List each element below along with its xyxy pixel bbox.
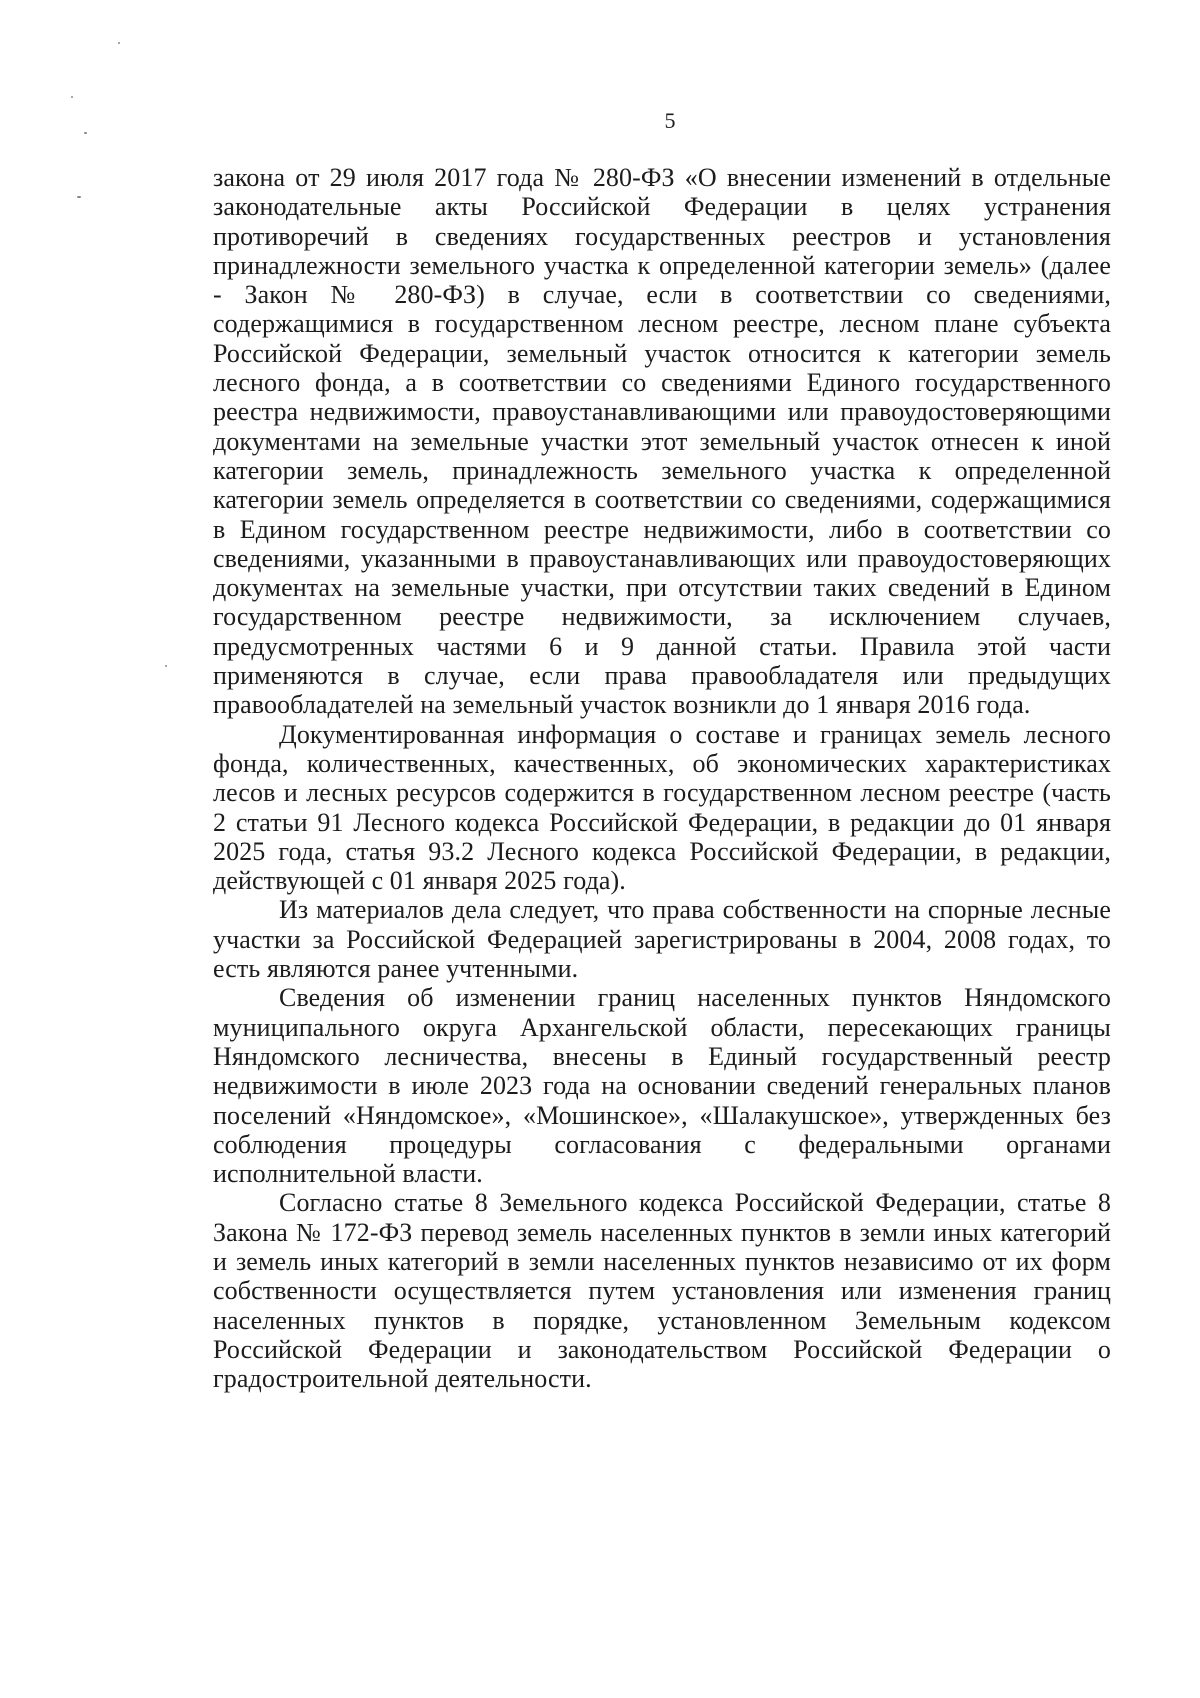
scan-speck (118, 42, 120, 44)
page-number: 5 (664, 108, 676, 133)
paragraph-settlement-boundaries: Сведения об изменении границ населенных пунктов Няндомского муниципального округа Архангельской области, пересекающих границы Няндомского лесничества, внесены в Единый государственный реестр недвижимости в июле 2023 года на основании сведений генеральных планов поселений «Няндомское», «Мошинское», «Шалакушское», утвержденных без соблюдения процедуры согласования с федеральными органами исполнительной власти. (213, 983, 1111, 1189)
scan-speck (165, 665, 167, 667)
document-body (213, 163, 1111, 1393)
paragraph-law-280-continuation: закона от 29 июля 2017 года № 280-ФЗ «О внесении изменений в отдельные законодательные акты Российской Федерации в целях устранения противоречий в сведениях государственных реестров и установления принадлежности земельного участка к определенной категории земель» (далее - Закон № 280-ФЗ) в случае, если в соответствии со сведениями, содержащимися в государственном лесном реестре, лесном плане субъекта Российской Федерации, земельный участок относится к категории земель лесного фонда, а в соответствии со сведениями Единого государственного реестра недвижимости, правоустанавливающими или правоудостоверяющими документами на земельные участки этот земельный участок отнесен к иной категории земель, принадлежность земельного участка к определенной категории земель определяется в соответствии со сведениями, содержащимися в Едином государственном реестре недвижимости, либо в соответствии со сведениями, указанными в правоустанавливающих или правоудостоверяющих документах на земельные участки, при отсутствии таких сведений в Едином государственном реестре недвижимости, за исключением случаев, предусмотренных частями 6 и 9 данной статьи. Правила этой части применяются в случае, если права правообладателя или предыдущих правообладателей на земельный участок возникли до 1 января 2016 года. (213, 163, 1111, 720)
scan-speck (77, 196, 81, 198)
scan-speck (71, 96, 73, 98)
paragraph-land-category-transfer: Согласно статье 8 Земельного кодекса Российской Федерации, статье 8 Закона № 172-ФЗ перевод земель населенных пунктов в земли иных категорий и земель иных категорий в земли населенных пунктов независимо от их форм собственности осуществляется путем установления или изменения границ населенных пунктов в порядке, установленном Земельным кодексом Российской Федерации и законодательством Российской Федерации о градостроительной деятельности. (213, 1188, 1111, 1394)
paragraph-ownership-registration: Из материалов дела следует, что права собственности на спорные лесные участки за Российской Федерацией зарегистрированы в 2004, 2008 годах, то есть являются ранее учтенными. (213, 895, 1111, 984)
paragraph-forest-registry: Документированная информация о составе и границах земель лесного фонда, количественных, качественных, об экономических характеристиках лесов и лесных ресурсов содержится в государственном лесном реестре (часть 2 статьи 91 Лесного кодекса Российской Федерации, в редакции до 01 января 2025 года, статья 93.2 Лесного кодекса Российской Федерации, в редакции, действующей с 01 января 2025 года). (213, 719, 1111, 896)
